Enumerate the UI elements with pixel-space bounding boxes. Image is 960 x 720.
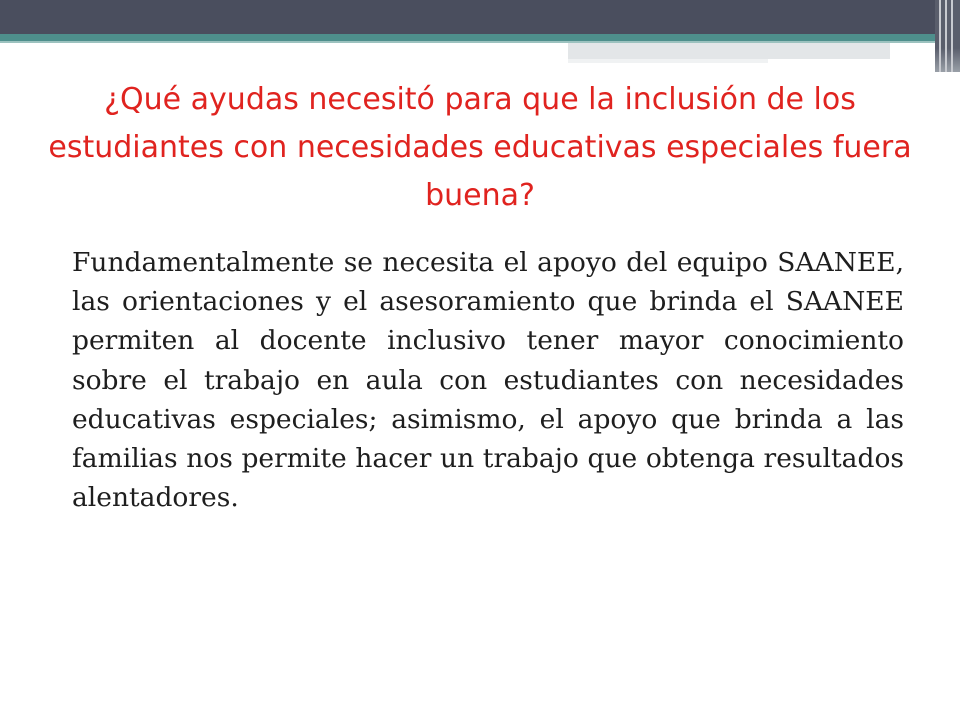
decorative-rail-stripe [945, 0, 947, 72]
decorative-rail-stripe [951, 0, 953, 72]
header-band [0, 0, 960, 34]
slide-body-paragraph: Fundamentalmente se necesita el apoyo del equipo SAANEE, las orientaciones y el asesoramiento que brinda el SAANEE permiten al docente inclusivo tener mayor conocimiento sobre el trabajo en aula con estudiantes con necesidades educativas especiales; asimismo, el apoyo que brinda a las familias nos permite hacer un trabajo que obtenga resultados alentadores. [72, 247, 904, 514]
slide-title: ¿Qué ayudas necesitó para que la inclusión de los estudiantes con necesidades educativas especiales fuera buena? [48, 82, 912, 213]
decorative-block [568, 43, 890, 59]
decorative-rail-stripe [939, 0, 941, 72]
decorative-block-shadow [568, 59, 768, 63]
accent-line [0, 34, 935, 41]
